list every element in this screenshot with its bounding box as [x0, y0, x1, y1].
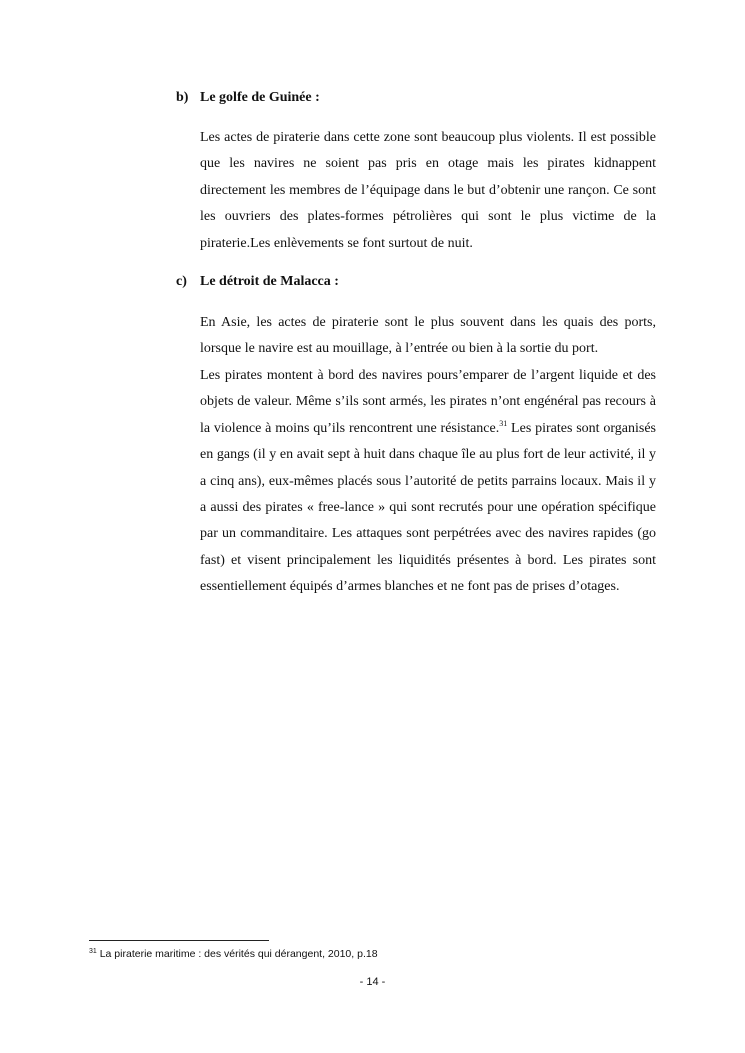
- section-b-heading: [176, 89, 320, 107]
- section-c-paragraph-1: En Asie, les actes de piraterie sont le plus souvent dans les quais des ports, lorsque le navire est au mouillage, à l’entrée ou bien à la sortie du port.: [200, 315, 656, 357]
- footnote: [89, 948, 378, 960]
- section-b-marker: b): [176, 90, 189, 105]
- section-b-title: Le golfe de Guinée :: [200, 90, 320, 105]
- section-b-paragraph: Les actes de piraterie dans cette zone sont beaucoup plus violents. Il est possible que les navires ne soient pas pris en otage mais les pirates kidnappent directement les membres de l’équipage dans le but d’obtenir une rançon. Ce sont les ouvriers des plates-formes pétrolières qui sont le plus victime de la piraterie.Les enlèvements se font surtout de nuit.: [200, 130, 656, 251]
- section-c-paragraph-2-part-b: Les pirates sont organisés en gangs (il y en avait sept à huit dans chaque île au plus fort de leur activité, il y a cinq ans), eux-mêmes placés sous l’autorité de petits parrains locaux. Mais il y a aussi des pirates « free-lance » qui sont recrutés pour une opération spécifique par un commanditaire. Les attaques sont perpétrées avec des navires rapides (go fast) et visent principalement les liquidités présentes à bord. Les pirates sont essentiellement équipés d’armes blanches et ne font pas de prises d’otages.: [200, 420, 656, 595]
- footnote-text: La piraterie maritime : des vérités qui dérangent, 2010, p.18: [96, 948, 378, 960]
- section-c-title: Le détroit de Malacca :: [200, 274, 339, 289]
- footnote-number: 31: [89, 948, 97, 955]
- section-c-paragraph-2: [200, 363, 656, 601]
- page-number: - 14 -: [359, 976, 386, 988]
- section-c-heading: [176, 273, 339, 291]
- footnote-reference: 31: [499, 418, 508, 428]
- section-c-marker: c): [176, 274, 187, 289]
- footnote-divider: [89, 940, 269, 941]
- section-c-paragraph-2-part-a: Les pirates montent à bord des navires pours’emparer de l’argent liquide et des objets de valeur. Même s’ils sont armés, les pirates n’ont engénéral pas recours à la violence à moins qu’ils rencontrent une résistance.: [200, 368, 656, 436]
